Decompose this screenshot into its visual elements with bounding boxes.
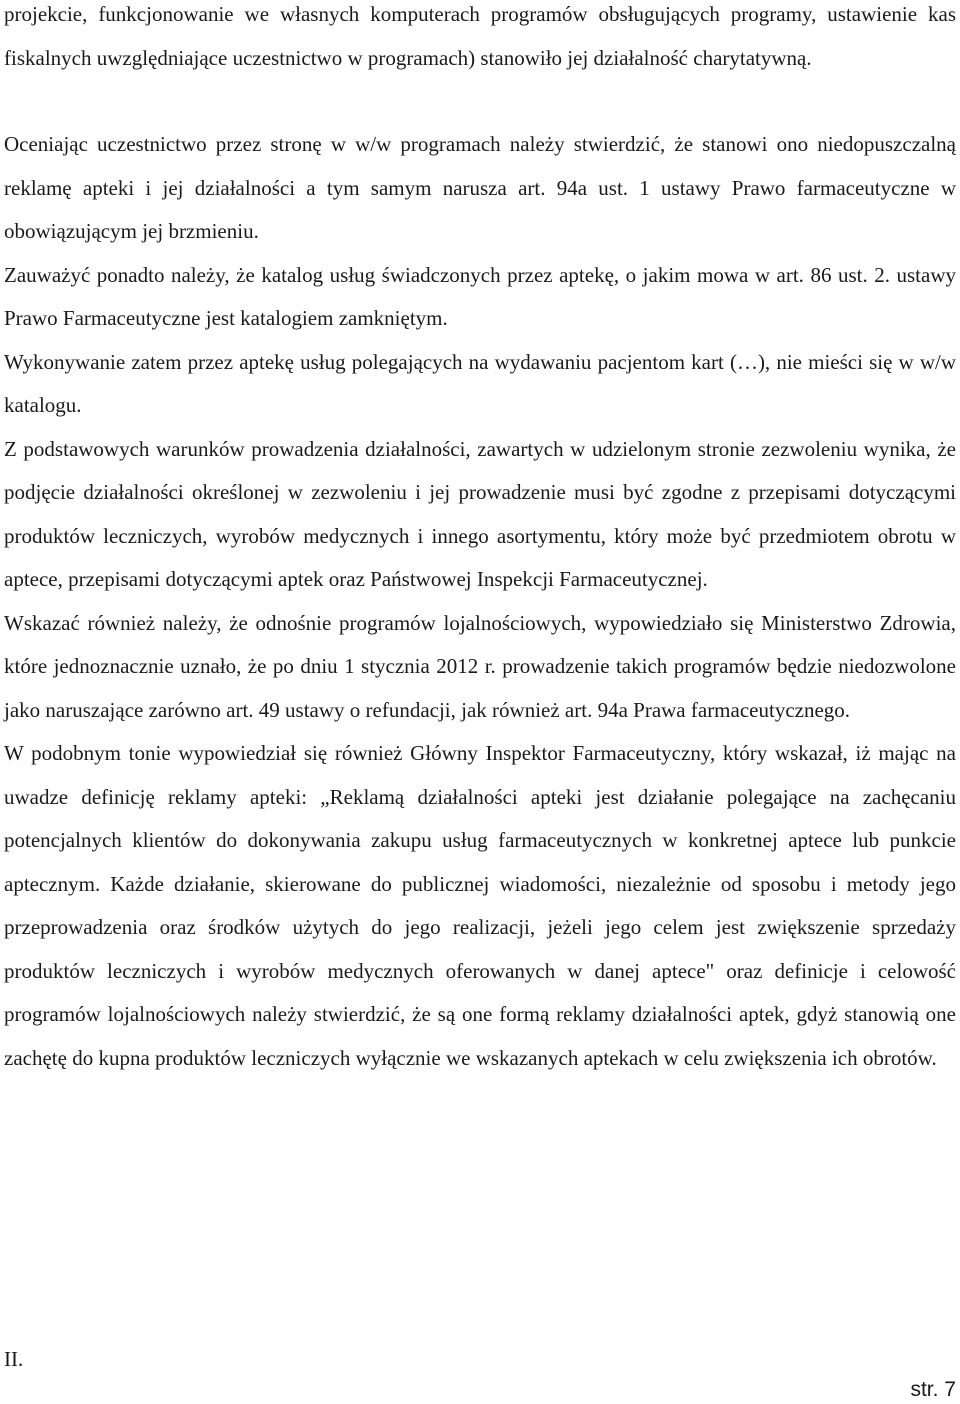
paragraph-ministry: Wskazać również należy, że odnośnie programów lojalnościowych, wypowiedziało się Ministerstwo Zdrowia, które jednoznacznie uznało, że po dniu 1 stycznia 2012 r. prowadzenie takich programów będzie niedozwolone jako naruszające zarówno art. 49 ustawy o refundacji, jak również art. 94a Prawa farmaceutycznego. <box>4 610 956 722</box>
paragraph-conditions: Z podstawowych warunków prowadzenia działalności, zawartych w udzielonym stronie zezwoleniu wynika, że podjęcie działalności określonej w zezwoleniu i jej prowadzenie musi być zgodne z przepisami dotyczącymi produktów leczniczych, wyrobów medycznych i innego asortymentu, który może być przedmiotem obrotu w aptece, przepisami dotyczącymi aptek oraz Państwowej Inspekcji Farmaceutycznej. <box>4 436 956 591</box>
paragraph-inspector: W podobnym tonie wypowiedział się również Główny Inspektor Farmaceutyczny, który wskazał, iż mając na uwadze definicję reklamy apteki: „Reklamą działalności apteki jest działanie polegające na zachęcaniu potencjalnych klientów do dokonywania zakupu usług farmaceutycznych w konkretnej aptece lub punkcie aptecznym. Każde działanie, skierowane do publicznej wiadomości, niezależnie od sposobu i metody jego przeprowadzenia oraz środków użytych do jego realizacji, jeżeli jego celem jest zwiększenie sprzedaży produktów leczniczych i wyrobów medycznych oferowanych w danej aptece" oraz definicje i celowość programów lojalnościowych należy stwierdzić, że są one formą reklamy działalności aptek, gdyż stanowią one zachętę do kupna produktów leczniczych wyłącznie we wskazanych aptekach w celu zwiększenia ich obrotów. <box>4 741 956 1070</box>
section-number: II. <box>4 1347 24 1371</box>
document-page <box>4 0 956 1080</box>
paragraph-gap <box>4 80 956 123</box>
paragraph-assessment: Oceniając uczestnictwo przez stronę w w/w programach należy stwierdzić, że stanowi ono niedopuszczalną reklamę apteki i jej działalności a tym samym narusza art. 94a ust. 1 ustawy Prawo farmaceutyczne w obowiązującym jej brzmieniu. <box>4 132 956 243</box>
paragraph-catalog: Zauważyć ponadto należy, że katalog usług świadczonych przez aptekę, o jakim mowa w art. 86 ust. 2. ustawy Prawo Farmaceutyczne jest katalogiem zamkniętym. <box>4 262 956 330</box>
page-number: str. 7 <box>910 1378 956 1401</box>
paragraph-cards: Wykonywanie zatem przez aptekę usług polegających na wydawaniu pacjentom kart (…), nie mieści się w w/w katalogu. <box>4 349 956 417</box>
paragraph-charity: projekcie, funkcjonowanie we własnych komputerach programów obsługujących programy, ustawienie kas fiskalnych uwzględniające uczestnictwo w programach) stanowiło jej działalność charytatywną. <box>4 2 956 70</box>
